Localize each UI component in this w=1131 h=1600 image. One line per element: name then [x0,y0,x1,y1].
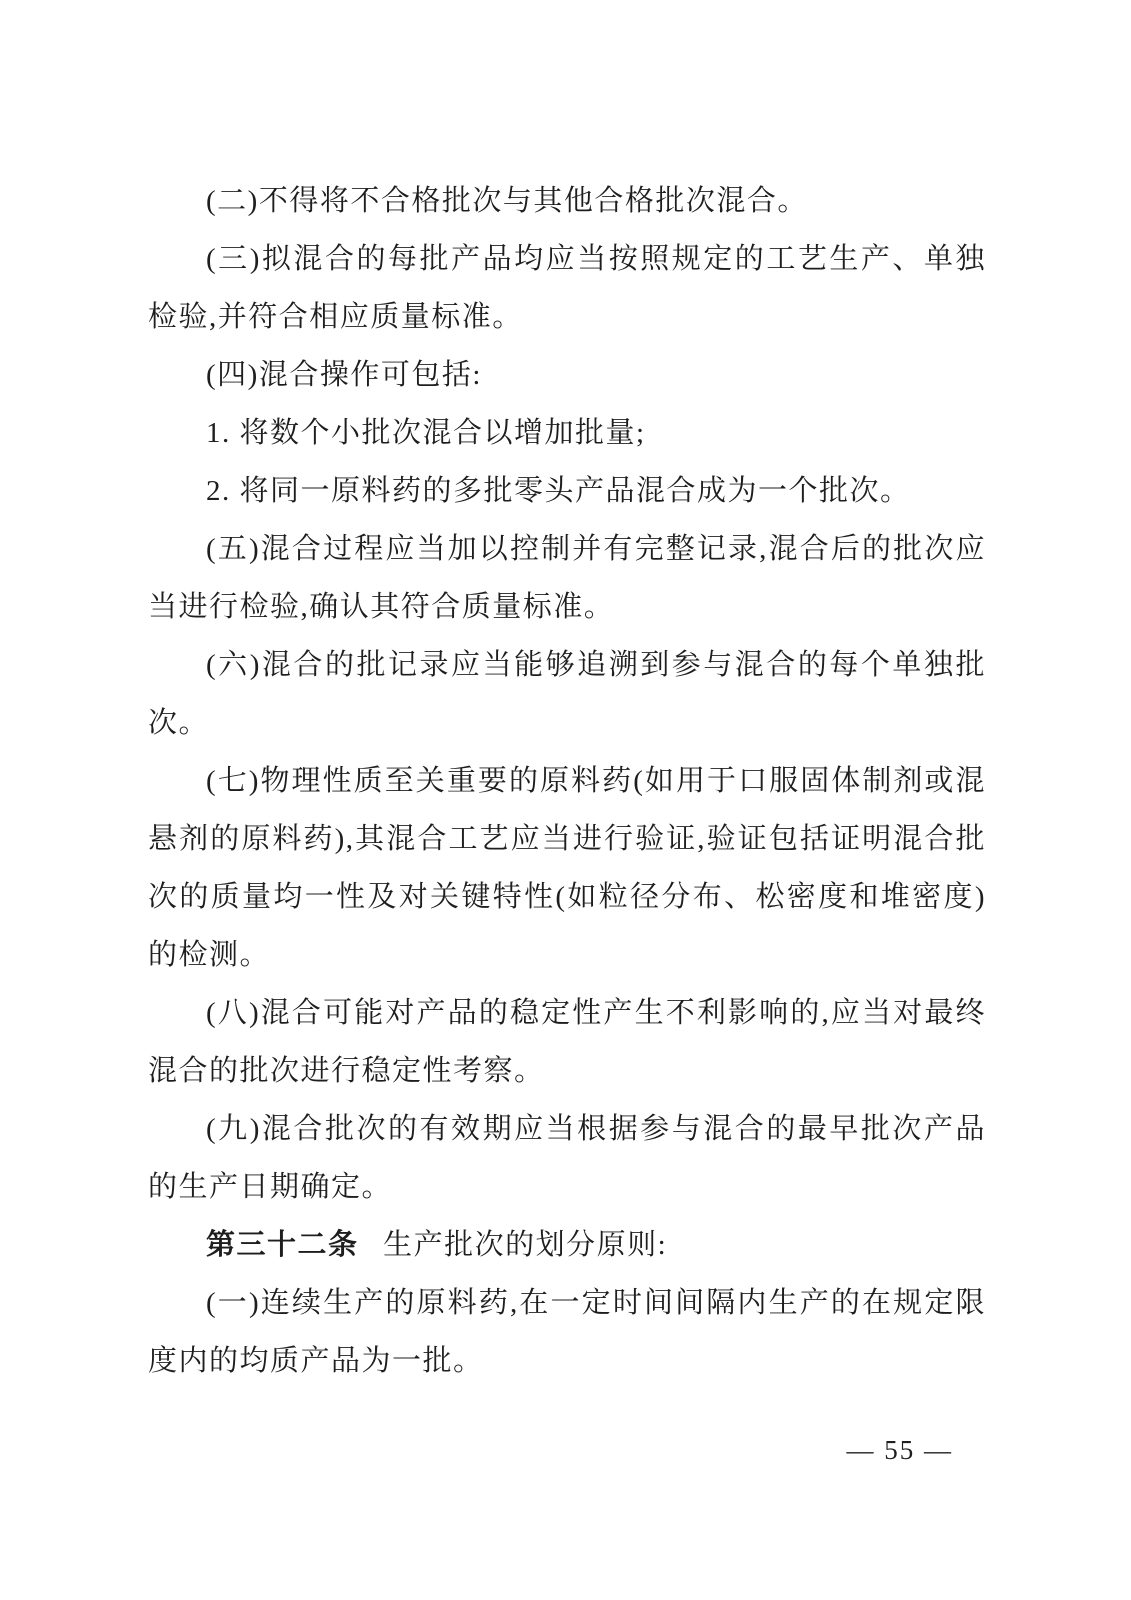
body-paragraph: (二)不得将不合格批次与其他合格批次混合。 [206,185,808,217]
body-paragraph: (五)混合过程应当加以控制并有完整记录,混合后的批次应当进行检验,确认其符合质量标准。 [148,533,986,623]
body-paragraph: (三)拟混合的每批产品均应当按照规定的工艺生产、单独检验,并符合相应质量标准。 [148,243,986,333]
article-title: 生产批次的划分原则: [383,1229,668,1261]
article-heading [148,1216,986,1274]
body-paragraph: (七)物理性质至关重要的原料药(如用于口服固体制剂或混悬剂的原料药),其混合工艺应当进行验证,验证包括证明混合批次的质量均一性及对关键特性(如粒径分布、松密度和堆密度)的检测。 [148,765,986,971]
page-number: — 55 — [846,1435,953,1465]
body-paragraph: (四)混合操作可包括: [206,359,482,391]
body-paragraph: (九)混合批次的有效期应当根据参与混合的最早批次产品的生产日期确定。 [148,1113,986,1203]
body-paragraph: (一)连续生产的原料药,在一定时间间隔内生产的在规定限度内的均质产品为一批。 [148,1287,986,1377]
body-paragraph: (八)混合可能对产品的稳定性产生不利影响的,应当对最终混合的批次进行稳定性考察。 [148,997,986,1087]
list-item-paragraph: 2. 将同一原料药的多批零头产品混合成为一个批次。 [206,475,911,507]
article-number: 第三十二条 [206,1229,359,1261]
body-paragraph: (六)混合的批记录应当能够追溯到参与混合的每个单独批次。 [148,649,986,739]
list-item-paragraph: 1. 将数个小批次混合以增加批量; [206,417,646,449]
document-body [148,172,986,1390]
